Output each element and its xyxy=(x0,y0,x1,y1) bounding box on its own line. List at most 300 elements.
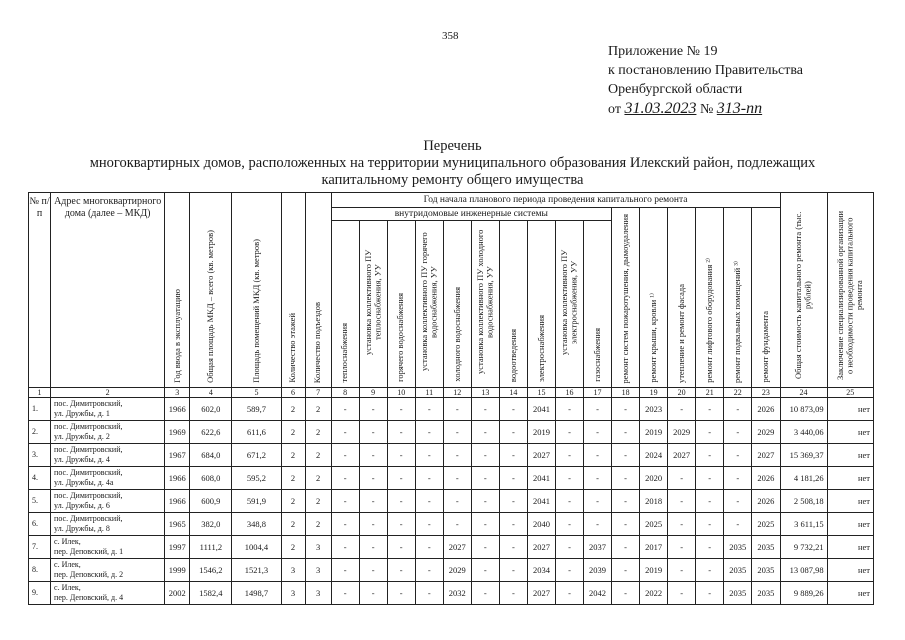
cell-c11: - xyxy=(415,536,443,559)
column-number: 14 xyxy=(499,388,527,398)
cell-c18: - xyxy=(612,467,640,490)
cell-c19: 2023 xyxy=(640,398,668,421)
cell-c10: - xyxy=(387,490,415,513)
cell-c10: - xyxy=(387,513,415,536)
cell-floors: 3 xyxy=(281,582,305,605)
cell-c14: - xyxy=(499,536,527,559)
cell-total: 608,0 xyxy=(190,467,232,490)
row-address: с. Илек, пер. Деповский, д. 4 xyxy=(51,582,165,605)
cell-c15: 2041 xyxy=(527,398,555,421)
header-roof: ремонт крыши, кровли ¹⁾ xyxy=(640,208,668,388)
cell-entr: 2 xyxy=(305,444,331,467)
cell-c20: - xyxy=(668,490,696,513)
cell-premises: 611,6 xyxy=(232,421,281,444)
cell-c16: - xyxy=(555,513,583,536)
cell-total: 382,0 xyxy=(190,513,232,536)
cell-c18: - xyxy=(612,421,640,444)
cell-cost: 2 508,18 xyxy=(780,490,827,513)
cell-c8: - xyxy=(331,467,359,490)
cell-c17: 2037 xyxy=(584,536,612,559)
cell-floors: 3 xyxy=(281,559,305,582)
cell-c22: - xyxy=(724,398,752,421)
cell-premises: 1521,3 xyxy=(232,559,281,582)
cell-premises: 348,8 xyxy=(232,513,281,536)
cell-c10: - xyxy=(387,582,415,605)
cell-c12: - xyxy=(443,490,471,513)
row-number: 1. xyxy=(29,398,51,421)
cell-c13: - xyxy=(471,536,499,559)
cell-c14: - xyxy=(499,398,527,421)
header-year-built: Год ввода в эксплуатацию xyxy=(165,193,190,388)
cell-c18: - xyxy=(612,536,640,559)
table-row xyxy=(29,444,874,467)
cell-c22: 2035 xyxy=(724,559,752,582)
cell-c9: - xyxy=(359,536,387,559)
cell-entr: 3 xyxy=(305,559,331,582)
cell-c16: - xyxy=(555,467,583,490)
cell-c17: - xyxy=(584,421,612,444)
cell-c13: - xyxy=(471,559,499,582)
cell-c15: 2027 xyxy=(527,536,555,559)
cell-c19: 2024 xyxy=(640,444,668,467)
cell-c20: - xyxy=(668,513,696,536)
cell-year: 1966 xyxy=(165,490,190,513)
cell-c18: - xyxy=(612,513,640,536)
cell-concl: нет xyxy=(827,444,873,467)
column-number: 2 xyxy=(51,388,165,398)
cell-c9: - xyxy=(359,467,387,490)
row-number: 4. xyxy=(29,467,51,490)
appendix-date-line xyxy=(608,99,803,119)
cell-c21: - xyxy=(696,559,724,582)
cell-c23: 2027 xyxy=(752,444,780,467)
cell-year: 1965 xyxy=(165,513,190,536)
column-number: 19 xyxy=(640,388,668,398)
appendix-line-3: Оренбургской области xyxy=(608,82,743,97)
column-number: 25 xyxy=(827,388,873,398)
cell-c13: - xyxy=(471,582,499,605)
header-cold-water: холодного водоснабжения xyxy=(443,221,471,388)
cell-c20: - xyxy=(668,398,696,421)
cell-c21: - xyxy=(696,444,724,467)
cell-c11: - xyxy=(415,467,443,490)
cell-c13: - xyxy=(471,513,499,536)
cell-c19: 2022 xyxy=(640,582,668,605)
cell-total: 1582,4 xyxy=(190,582,232,605)
cell-c23: 2035 xyxy=(752,559,780,582)
cell-c15: 2040 xyxy=(527,513,555,536)
cell-c17: - xyxy=(584,444,612,467)
cell-cost: 13 087,98 xyxy=(780,559,827,582)
document-title xyxy=(0,138,905,189)
cell-floors: 2 xyxy=(281,536,305,559)
title-line-3: капитальному ремонту общего имущества xyxy=(321,172,584,188)
row-address: пос. Димитровский, ул. Дружбы, д. 2 xyxy=(51,421,165,444)
cell-c19: 2017 xyxy=(640,536,668,559)
header-foundation: ремонт фундамента xyxy=(752,208,780,388)
cell-cost: 15 369,37 xyxy=(780,444,827,467)
cell-c10: - xyxy=(387,536,415,559)
cell-c19: 2020 xyxy=(640,467,668,490)
cell-c17: 2042 xyxy=(584,582,612,605)
cell-total: 1546,2 xyxy=(190,559,232,582)
cell-c15: 2041 xyxy=(527,467,555,490)
header-electricity-meter: установка коллективного ПУ электроснабжения, УУ xyxy=(555,221,583,388)
column-number: 1 xyxy=(29,388,51,398)
cell-c14: - xyxy=(499,582,527,605)
cell-c8: - xyxy=(331,444,359,467)
cell-c12: - xyxy=(443,513,471,536)
column-number: 20 xyxy=(668,388,696,398)
table-row xyxy=(29,398,874,421)
cell-total: 600,9 xyxy=(190,490,232,513)
cell-c15: 2019 xyxy=(527,421,555,444)
cell-c18: - xyxy=(612,444,640,467)
cell-c11: - xyxy=(415,513,443,536)
cell-c10: - xyxy=(387,559,415,582)
cell-c21: - xyxy=(696,398,724,421)
header-total-cost: Общая стоимость капитального ремонта (тыс. рублей) xyxy=(780,193,827,388)
header-engineering-group: внутридомовые инженерные системы xyxy=(331,208,611,221)
cell-c21: - xyxy=(696,582,724,605)
cell-c14: - xyxy=(499,444,527,467)
cell-c11: - xyxy=(415,421,443,444)
cell-c21: - xyxy=(696,536,724,559)
row-number: 8. xyxy=(29,559,51,582)
cell-c17: - xyxy=(584,398,612,421)
cell-c14: - xyxy=(499,490,527,513)
column-number: 15 xyxy=(527,388,555,398)
row-address: с. Илек, пер. Деповский, д. 2 xyxy=(51,559,165,582)
cell-c9: - xyxy=(359,490,387,513)
cell-c11: - xyxy=(415,559,443,582)
number-prefix: № xyxy=(699,102,714,117)
cell-c10: - xyxy=(387,467,415,490)
cell-entr: 3 xyxy=(305,536,331,559)
appendix-line-2: к постановлению Правительства xyxy=(608,63,804,78)
cell-c23: 2026 xyxy=(752,398,780,421)
table-row xyxy=(29,582,874,605)
cell-entr: 2 xyxy=(305,398,331,421)
cell-c13: - xyxy=(471,490,499,513)
cell-c20: - xyxy=(668,467,696,490)
cell-concl: нет xyxy=(827,398,873,421)
cell-c14: - xyxy=(499,513,527,536)
cell-c16: - xyxy=(555,398,583,421)
cell-floors: 2 xyxy=(281,467,305,490)
cell-c11: - xyxy=(415,398,443,421)
cell-c8: - xyxy=(331,559,359,582)
cell-c8: - xyxy=(331,421,359,444)
cell-c9: - xyxy=(359,444,387,467)
cell-c16: - xyxy=(555,421,583,444)
cell-c23: 2035 xyxy=(752,582,780,605)
cell-c20: 2029 xyxy=(668,421,696,444)
cell-c23: 2035 xyxy=(752,536,780,559)
cell-c10: - xyxy=(387,398,415,421)
cell-c13: - xyxy=(471,398,499,421)
row-address: пос. Димитровский, ул. Дружбы, д. 8 xyxy=(51,513,165,536)
table-body xyxy=(29,398,874,605)
header-premises-area: Площадь помещений МКД (кв. метров) xyxy=(232,193,281,388)
header-electricity: электроснабжения xyxy=(527,221,555,388)
header-address: Адрес многоквартирного дома (далее – МКД) xyxy=(51,193,165,388)
cell-total: 602,0 xyxy=(190,398,232,421)
cell-c13: - xyxy=(471,467,499,490)
header-sewerage: водоотведения xyxy=(499,221,527,388)
cell-floors: 2 xyxy=(281,513,305,536)
cell-c21: - xyxy=(696,490,724,513)
cell-c17: - xyxy=(584,490,612,513)
cell-cost: 10 873,09 xyxy=(780,398,827,421)
header-num: № п/п xyxy=(29,193,51,388)
cell-c19: 2019 xyxy=(640,421,668,444)
cell-c9: - xyxy=(359,421,387,444)
header-heat-meter: установка коллективного ПУ теплоснабжения, УУ xyxy=(359,221,387,388)
header-entrances: Количество подъездов xyxy=(305,193,331,388)
cell-c22: - xyxy=(724,490,752,513)
cell-c23: 2026 xyxy=(752,490,780,513)
appendix-block xyxy=(608,42,803,119)
column-number: 4 xyxy=(190,388,232,398)
cell-cost: 9 889,26 xyxy=(780,582,827,605)
cell-floors: 2 xyxy=(281,398,305,421)
column-number: 12 xyxy=(443,388,471,398)
cell-c16: - xyxy=(555,582,583,605)
cell-c21: - xyxy=(696,513,724,536)
cell-floors: 2 xyxy=(281,421,305,444)
column-number: 9 xyxy=(359,388,387,398)
cell-c11: - xyxy=(415,444,443,467)
cell-c15: 2041 xyxy=(527,490,555,513)
table-row xyxy=(29,536,874,559)
cell-cost: 4 181,26 xyxy=(780,467,827,490)
cell-total: 622,6 xyxy=(190,421,232,444)
cell-year: 1966 xyxy=(165,467,190,490)
cell-c20: 2027 xyxy=(668,444,696,467)
cell-c14: - xyxy=(499,559,527,582)
column-number: 13 xyxy=(471,388,499,398)
column-number: 8 xyxy=(331,388,359,398)
cell-c15: 2027 xyxy=(527,582,555,605)
cell-c19: 2019 xyxy=(640,559,668,582)
row-number: 5. xyxy=(29,490,51,513)
cell-premises: 1004,4 xyxy=(232,536,281,559)
row-address: пос. Димитровский, ул. Дружбы, д. 6 xyxy=(51,490,165,513)
column-number: 5 xyxy=(232,388,281,398)
cell-concl: нет xyxy=(827,421,873,444)
cell-c14: - xyxy=(499,421,527,444)
cell-entr: 2 xyxy=(305,467,331,490)
cell-cost: 3 440,06 xyxy=(780,421,827,444)
cell-c11: - xyxy=(415,490,443,513)
cell-entr: 2 xyxy=(305,421,331,444)
column-number: 10 xyxy=(387,388,415,398)
cell-year: 1999 xyxy=(165,559,190,582)
cell-premises: 1498,7 xyxy=(232,582,281,605)
row-number: 9. xyxy=(29,582,51,605)
cell-c12: - xyxy=(443,467,471,490)
cell-year: 2002 xyxy=(165,582,190,605)
column-number: 6 xyxy=(281,388,305,398)
column-number: 7 xyxy=(305,388,331,398)
row-number: 7. xyxy=(29,536,51,559)
cell-c22: - xyxy=(724,421,752,444)
cell-c9: - xyxy=(359,513,387,536)
column-number: 21 xyxy=(696,388,724,398)
header-basement: ремонт подвальных помещений ³⁾ xyxy=(724,208,752,388)
cell-c8: - xyxy=(331,582,359,605)
column-number: 16 xyxy=(555,388,583,398)
table-row xyxy=(29,490,874,513)
cell-total: 684,0 xyxy=(190,444,232,467)
cell-c22: 2035 xyxy=(724,536,752,559)
cell-year: 1969 xyxy=(165,421,190,444)
page-number: 358 xyxy=(442,30,459,42)
header-heat-supply: теплоснабжения xyxy=(331,221,359,388)
cell-c23: 2029 xyxy=(752,421,780,444)
cell-c12: 2029 xyxy=(443,559,471,582)
column-number: 23 xyxy=(752,388,780,398)
cell-c12: - xyxy=(443,398,471,421)
resolution-date: 31.03.2023 xyxy=(624,100,697,117)
cell-c23: 2026 xyxy=(752,467,780,490)
header-planned-period-group: Год начала планового периода проведения капитального ремонта xyxy=(331,193,780,208)
title-line-2: многоквартирных домов, расположенных на территории муниципального образования Илекский район, подлежащих xyxy=(89,155,816,171)
cell-entr: 2 xyxy=(305,513,331,536)
cell-c9: - xyxy=(359,398,387,421)
cell-c18: - xyxy=(612,490,640,513)
cell-c15: 2034 xyxy=(527,559,555,582)
cell-c12: 2027 xyxy=(443,536,471,559)
column-number: 17 xyxy=(584,388,612,398)
cell-concl: нет xyxy=(827,582,873,605)
cell-cost: 3 611,15 xyxy=(780,513,827,536)
cell-c20: - xyxy=(668,582,696,605)
cell-c22: - xyxy=(724,467,752,490)
cell-c23: 2025 xyxy=(752,513,780,536)
cell-c22: - xyxy=(724,513,752,536)
cell-c13: - xyxy=(471,421,499,444)
cell-c17: 2039 xyxy=(584,559,612,582)
cell-c16: - xyxy=(555,444,583,467)
cell-premises: 595,2 xyxy=(232,467,281,490)
cell-c12: 2032 xyxy=(443,582,471,605)
header-conclusion: Заключение специализированной организации о необходимости проведения капитального ремонта xyxy=(827,193,873,388)
cell-c20: - xyxy=(668,559,696,582)
cell-premises: 589,7 xyxy=(232,398,281,421)
cell-concl: нет xyxy=(827,467,873,490)
header-gas: газоснабжения xyxy=(584,221,612,388)
table-row xyxy=(29,467,874,490)
cell-c16: - xyxy=(555,559,583,582)
cell-c11: - xyxy=(415,582,443,605)
row-number: 6. xyxy=(29,513,51,536)
appendix-line-1: Приложение № 19 xyxy=(608,44,718,59)
cell-premises: 671,2 xyxy=(232,444,281,467)
column-number: 18 xyxy=(612,388,640,398)
title-line-1: Перечень xyxy=(423,138,482,154)
cell-c21: - xyxy=(696,421,724,444)
cell-c17: - xyxy=(584,513,612,536)
buildings-table xyxy=(28,192,874,605)
cell-c15: 2027 xyxy=(527,444,555,467)
resolution-number: 313-пп xyxy=(716,100,763,117)
cell-c16: - xyxy=(555,490,583,513)
cell-concl: нет xyxy=(827,490,873,513)
cell-c20: - xyxy=(668,536,696,559)
cell-c13: - xyxy=(471,444,499,467)
table-row xyxy=(29,421,874,444)
cell-c8: - xyxy=(331,513,359,536)
column-number-row xyxy=(29,388,874,398)
header-floors: Количество этажей xyxy=(281,193,305,388)
cell-concl: нет xyxy=(827,536,873,559)
cell-c14: - xyxy=(499,467,527,490)
cell-year: 1967 xyxy=(165,444,190,467)
header-fire: ремонт систем пожаротушения, дымоудаления xyxy=(612,208,640,388)
date-prefix: от xyxy=(608,102,621,117)
cell-c18: - xyxy=(612,582,640,605)
row-number: 3. xyxy=(29,444,51,467)
cell-c9: - xyxy=(359,582,387,605)
row-address: с. Илек, пер. Деповский, д. 1 xyxy=(51,536,165,559)
header-cold-water-meter: установка коллективного ПУ холодного водоснабжения, УУ xyxy=(471,221,499,388)
cell-entr: 3 xyxy=(305,582,331,605)
cell-year: 1966 xyxy=(165,398,190,421)
cell-c9: - xyxy=(359,559,387,582)
cell-premises: 591,9 xyxy=(232,490,281,513)
row-number: 2. xyxy=(29,421,51,444)
row-address: пос. Димитровский, ул. Дружбы, д. 1 xyxy=(51,398,165,421)
header-hot-water-meter: установка коллективного ПУ горячего водоснабжения, УУ xyxy=(415,221,443,388)
cell-entr: 2 xyxy=(305,490,331,513)
cell-c19: 2018 xyxy=(640,490,668,513)
cell-c10: - xyxy=(387,444,415,467)
cell-c18: - xyxy=(612,398,640,421)
cell-c10: - xyxy=(387,421,415,444)
cell-c8: - xyxy=(331,536,359,559)
cell-c8: - xyxy=(331,490,359,513)
header-facade: утепление и ремонт фасада xyxy=(668,208,696,388)
cell-c16: - xyxy=(555,536,583,559)
cell-cost: 9 732,21 xyxy=(780,536,827,559)
cell-floors: 2 xyxy=(281,490,305,513)
cell-c12: - xyxy=(443,421,471,444)
column-number: 22 xyxy=(724,388,752,398)
cell-c22: - xyxy=(724,444,752,467)
header-hot-water: горячего водоснабжения xyxy=(387,221,415,388)
cell-floors: 2 xyxy=(281,444,305,467)
cell-c19: 2025 xyxy=(640,513,668,536)
cell-concl: нет xyxy=(827,559,873,582)
table-row xyxy=(29,559,874,582)
column-number: 3 xyxy=(165,388,190,398)
column-number: 11 xyxy=(415,388,443,398)
row-address: пос. Димитровский, ул. Дружбы, д. 4а xyxy=(51,467,165,490)
header-elevator: ремонт лифтового оборудования ²⁾ xyxy=(696,208,724,388)
cell-c12: - xyxy=(443,444,471,467)
table-row xyxy=(29,513,874,536)
cell-year: 1997 xyxy=(165,536,190,559)
cell-c17: - xyxy=(584,467,612,490)
row-address: пос. Димитровский, ул. Дружбы, д. 4 xyxy=(51,444,165,467)
header-total-area: Общая площадь МКД – всего (кв. метров) xyxy=(190,193,232,388)
cell-c18: - xyxy=(612,559,640,582)
cell-concl: нет xyxy=(827,513,873,536)
cell-c21: - xyxy=(696,467,724,490)
cell-c22: 2035 xyxy=(724,582,752,605)
